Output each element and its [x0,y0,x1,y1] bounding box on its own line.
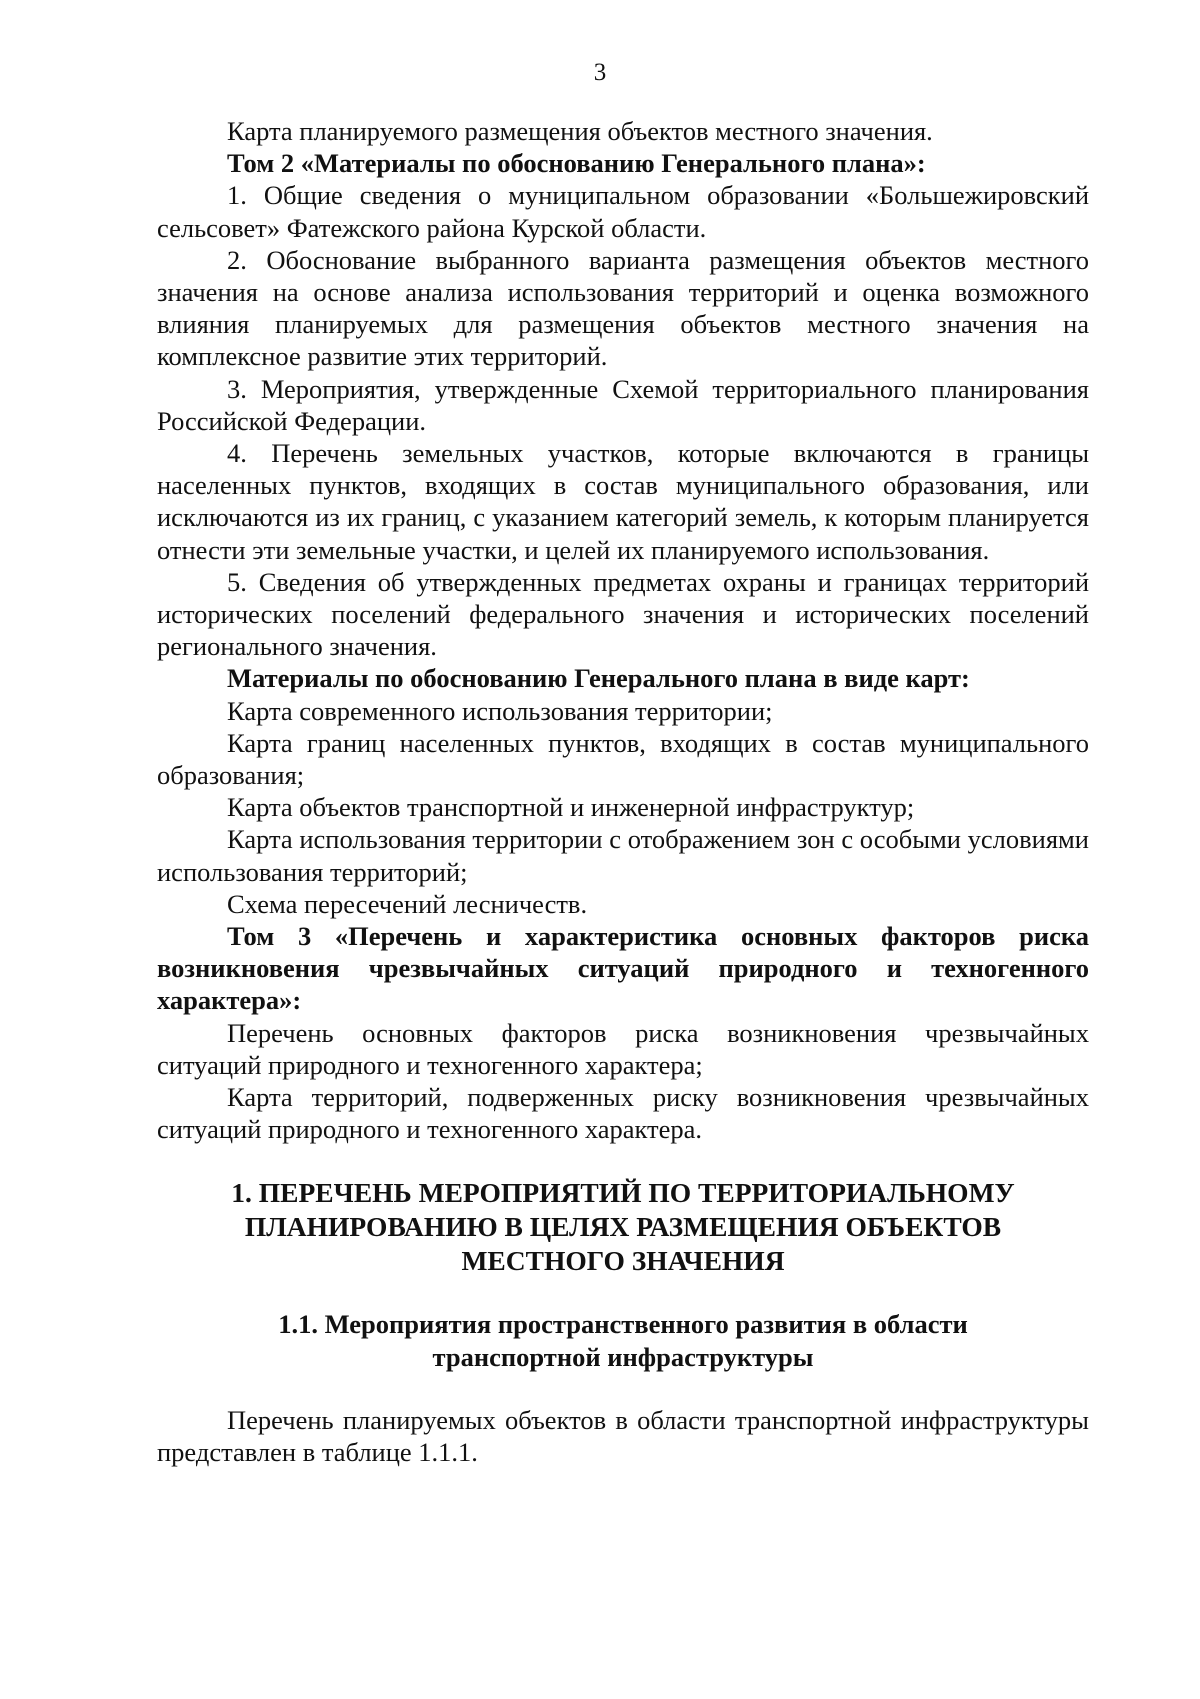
volume-2-title: Том 2 «Материалы по обоснованию Генерального плана»: [227,148,926,179]
risk-map-item: Карта территорий, подверженных риску возникновения чрезвычайных ситуаций природного и техногенного характера. [157,1082,1089,1145]
closing-paragraph: Перечень планируемых объектов в области транспортной инфраструктуры представлен в таблице 1.1.1. [157,1404,1089,1467]
risk-factors-list: Перечень основных факторов риска возникновения чрезвычайных ситуаций природного и техногенного характера; [157,1017,1089,1080]
list-item-5: 5. Сведения об утвержденных предметах охраны и границах территорий исторических поселений федерального значения и исторических поселений регионального значения. [157,566,1089,662]
subsection-heading [157,1308,1089,1374]
subsection-heading-line-2: транспортной инфраструктуры [432,1341,814,1372]
subsection-heading-line-1: 1.1. Мероприятия пространственного развития в области [278,1308,968,1339]
map-item-current-use: Карта современного использования территории; [227,695,773,726]
section-heading-line-2: ПЛАНИРОВАНИЮ В ЦЕЛЯХ РАЗМЕЩЕНИЯ ОБЪЕКТОВ [244,1210,1002,1242]
list-item-2: 2. Обоснование выбранного варианта размещения объектов местного значения на основе анализа использования территорий и оценка возможного влияния планируемых для размещения объектов местного значения на комплексное развитие этих территорий. [157,244,1089,372]
section-heading-line-1: 1. ПЕРЕЧЕНЬ МЕРОПРИЯТИЙ ПО ТЕРРИТОРИАЛЬНОМУ [231,1176,1015,1208]
paragraph-map-local-objects: Карта планируемого размещения объектов местного значения. [227,116,933,146]
list-item-4: 4. Перечень земельных участков, которые включаются в границы населенных пунктов, входящих в состав муниципального образования, или исключаются из их границ, с указанием категорий земель, к которым планируется отнести эти земельные участки, и целей их планируемого использования. [157,438,1089,565]
volume-3-title: Том 3 «Перечень и характеристика основных факторов риска возникновения чрезвычайных ситуаций природного и техногенного характера»: [157,921,1089,1016]
section-heading-line-3: МЕСТНОГО ЗНАЧЕНИЯ [461,1244,785,1276]
map-item-special-zones: Карта использования территории с отображением зон с особыми условиями использования территорий; [157,824,1089,887]
section-heading [157,1176,1089,1278]
document-body [157,115,1089,1468]
map-item-infrastructure: Карта объектов транспортной и инженерной инфраструктур; [227,792,915,823]
page-number: 3 [593,59,607,86]
map-item-forestry: Схема пересечений лесничеств. [227,888,588,919]
maps-materials-title: Материалы по обоснованию Генерального плана в виде карт: [227,663,970,694]
map-item-settlement-borders: Карта границ населенных пунктов, входящих в состав муниципального образования; [157,727,1089,791]
list-item-3: 3. Мероприятия, утвержденные Схемой территориального планирования Российской Федерации. [157,373,1089,436]
list-item-1: 1. Общие сведения о муниципальном образовании «Большежировский сельсовет» Фатежского района Курской области. [157,180,1089,243]
